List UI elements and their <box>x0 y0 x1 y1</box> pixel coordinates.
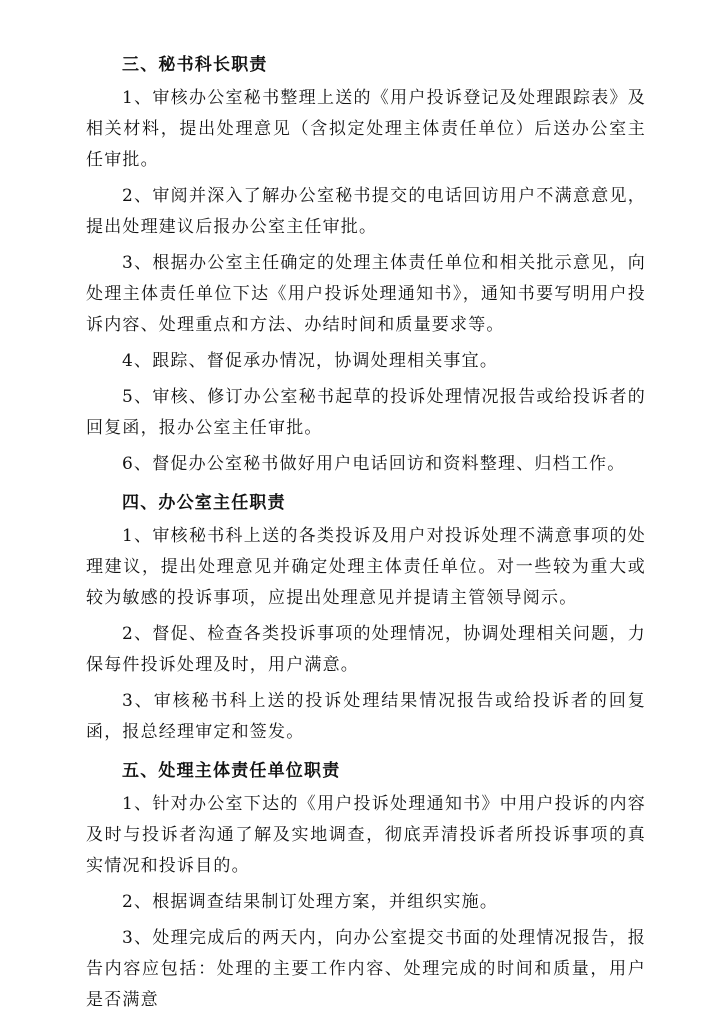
responsible-unit-item-2: 2、根据调查结果制订处理方案，并组织实施。 <box>122 892 499 912</box>
secretary-chief-item-5: 5、审核、修订办公室秘书起草的投诉处理情况报告或给投诉者的回复函，报办公室主任审批。 <box>86 387 646 438</box>
responsible-unit-item-1: 1、针对办公室下达的《用户投诉处理通知书》中用户投诉的内容及时与投诉者沟通了解及实地调查，彻底弄清投诉者所投诉事项的真实情况和投诉目的。 <box>86 794 646 876</box>
secretary-chief-item-3: 3、根据办公室主任确定的处理主体责任单位和相关批示意见，向处理主体责任单位下达《用户投诉处理通知书》，通知书要写明用户投诉内容、处理重点和方法、办结时间和质量要求等。 <box>86 253 646 335</box>
section-heading-secretary-chief: 三、秘书科长职责 <box>122 55 268 75</box>
office-director-item-1: 1、审核秘书科上送的各类投诉及用户对投诉处理不满意事项的处理建议，提出处理意见并确定处理主体责任单位。对一些较为重大或较为敏感的投诉事项，应提出处理意见并提请主管领导阅示。 <box>86 526 646 608</box>
secretary-chief-item-2: 2、审阅并深入了解办公室秘书提交的电话回访用户不满意意见，提出处理建议后报办公室主任审批。 <box>86 186 646 237</box>
document-page <box>86 47 646 1021</box>
responsible-unit-item-3: 3、处理完成后的两天内，向办公室提交书面的处理情况报告，报告内容应包括：处理的主要工作内容、处理完成的时间和质量，用户是否满意 <box>86 928 646 1010</box>
secretary-chief-item-6: 6、督促办公室秘书做好用户电话回访和资料整理、归档工作。 <box>122 454 626 474</box>
office-director-item-3: 3、审核秘书科上送的投诉处理结果情况报告或给投诉者的回复函，报总经理审定和签发。 <box>86 691 646 742</box>
secretary-chief-item-4: 4、跟踪、督促承办情况，协调处理相关事宜。 <box>122 351 499 371</box>
section-heading-office-director: 四、办公室主任职责 <box>122 493 286 513</box>
section-heading-responsible-unit: 五、处理主体责任单位职责 <box>122 761 341 781</box>
secretary-chief-item-1: 1、审核办公室秘书整理上送的《用户投诉登记及处理跟踪表》及相关材料，提出处理意见（含拟定处理主体责任单位）后送办公室主任审批。 <box>86 88 646 170</box>
office-director-item-2: 2、督促、检查各类投诉事项的处理情况，协调处理相关问题，力保每件投诉处理及时，用户满意。 <box>86 624 646 675</box>
